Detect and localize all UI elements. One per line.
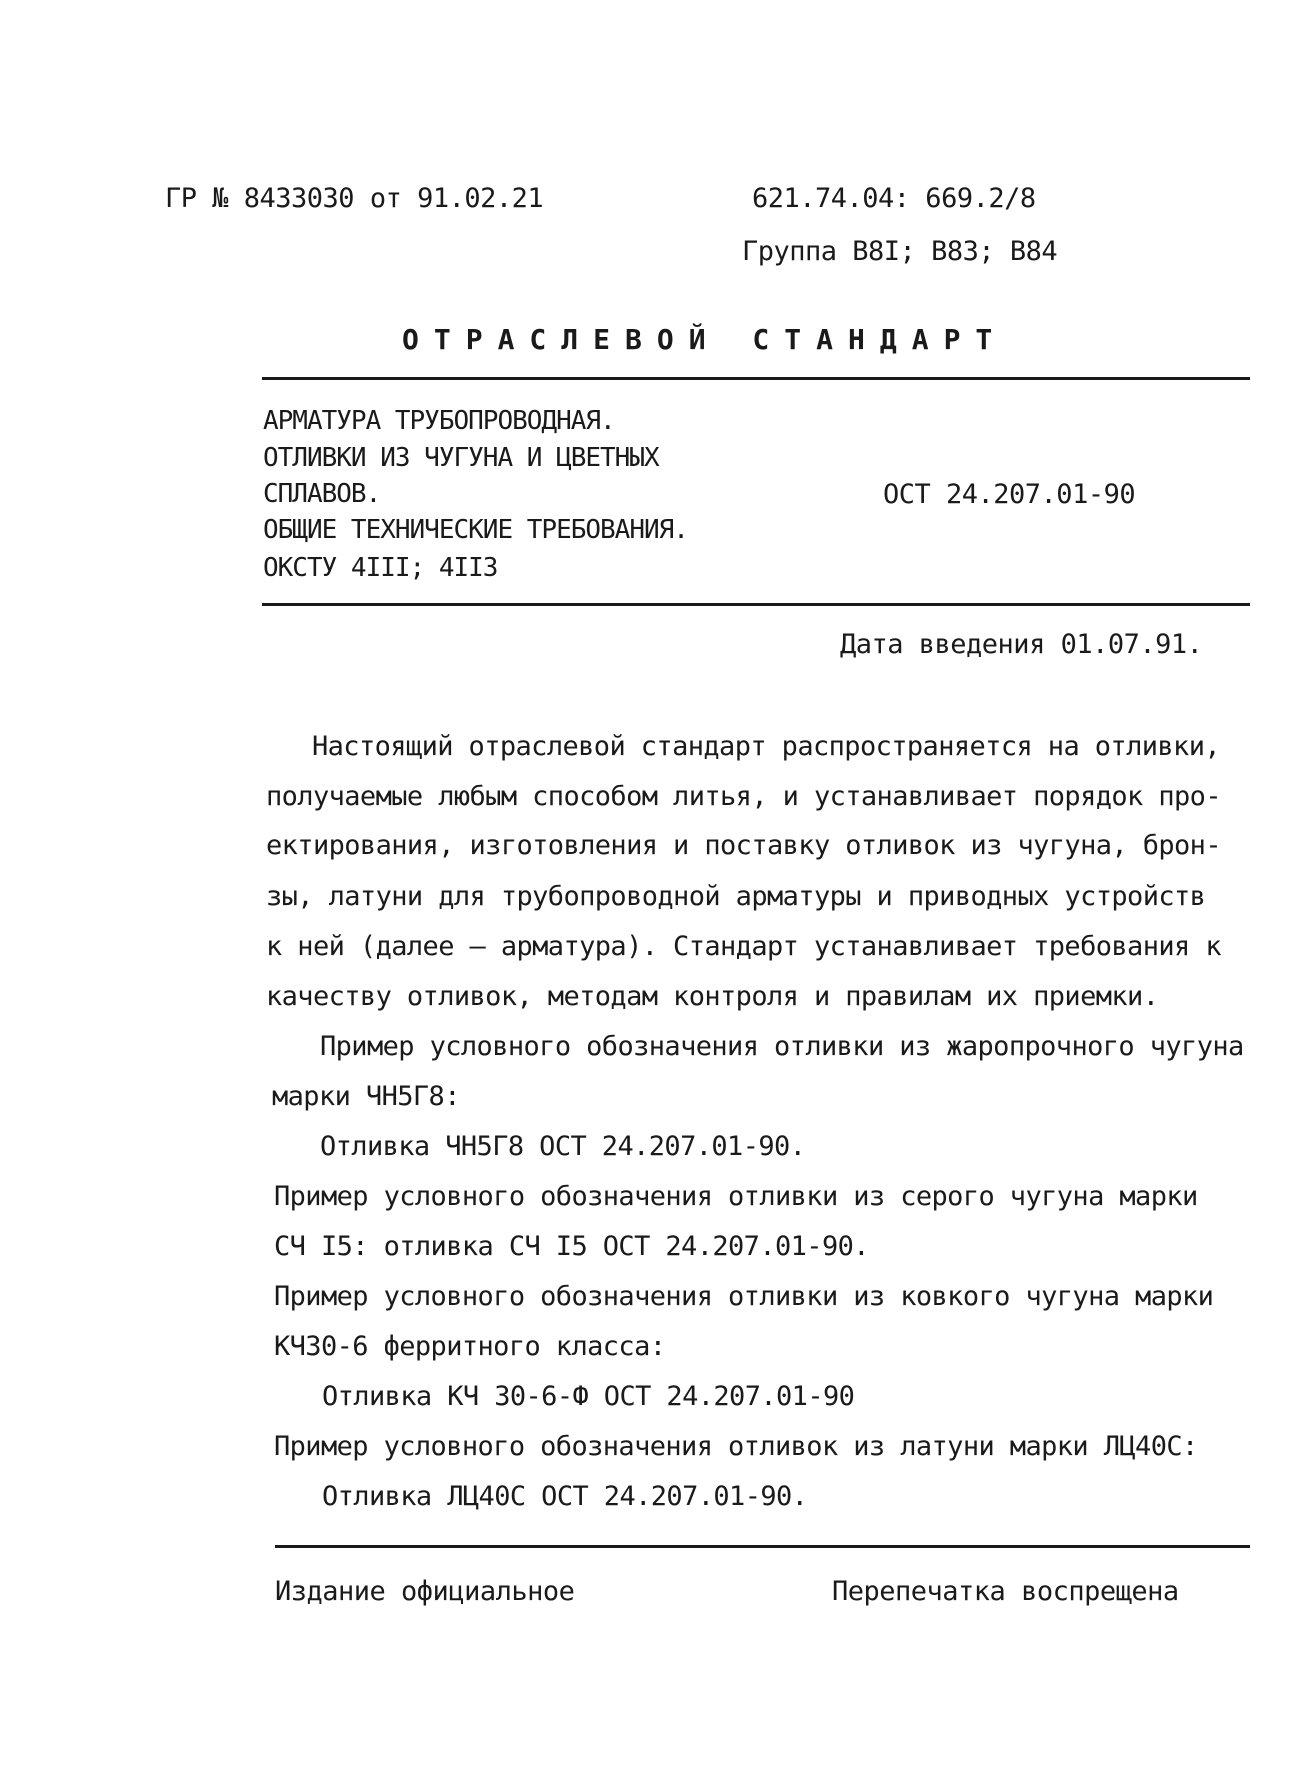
- body-line: получаемые любым способом литья, и устанавливает порядок про-: [266, 781, 1221, 812]
- group-code: Группа В8I; В83; В84: [742, 236, 1058, 267]
- subject-line-2: ОТЛИВКИ ИЗ ЧУГУНА И ЦВЕТНЫХ: [263, 443, 659, 473]
- body-line: Пример условного обозначения отливки из жаропрочного чугуна: [320, 1031, 1244, 1062]
- registration-number: ГР № 8433030 от 91.02.21: [165, 183, 544, 214]
- body-line: Отливка ЛЦ40С ОСТ 24.207.01-90.: [322, 1481, 808, 1512]
- subject-line-4: ОБЩИЕ ТЕХНИЧЕСКИЕ ТРЕБОВАНИЯ.: [263, 515, 688, 545]
- body-line: Пример условного обозначения отливки из серого чугуна марки: [274, 1181, 1198, 1212]
- body-line: Пример условного обозначения отливок из латуни марки ЛЦ40С:: [274, 1431, 1198, 1462]
- introduction-date: Дата введения 01.07.91.: [840, 629, 1203, 660]
- document-title: ОТРАСЛЕВОЙ СТАНДАРТ: [402, 323, 1008, 356]
- body-line: Настоящий отраслевой стандарт распространяется на отливки,: [312, 731, 1221, 762]
- body-line: ектирования, изготовления и поставку отливок из чугуна, брон-: [266, 830, 1221, 861]
- udc-code: 621.74.04: 669.2/8: [752, 183, 1036, 214]
- body-line: марки ЧН5Г8:: [272, 1081, 460, 1112]
- body-line: Отливка КЧ 30-6-Ф ОСТ 24.207.01-90: [322, 1381, 855, 1412]
- subject-line-5: ОКСТУ 4III; 4II3: [263, 553, 498, 583]
- body-line: Пример условного обозначения отливки из ковкого чугуна марки: [274, 1281, 1214, 1312]
- body-line: качеству отливок, методам контроля и правилам их приемки.: [266, 981, 1159, 1012]
- body-line: зы, латуни для трубопроводной арматуры и приводных устройств: [266, 881, 1206, 912]
- top-rule: [262, 377, 1250, 380]
- body-line: КЧ30-6 ферритного класса:: [274, 1331, 666, 1362]
- reprint-prohibited-note: Перепечатка воспрещена: [832, 1576, 1179, 1607]
- body-line: к ней (далее – арматура). Стандарт устанавливает требования к: [266, 931, 1221, 962]
- body-line: Отливка ЧН5Г8 ОСТ 24.207.01-90.: [320, 1131, 806, 1162]
- standard-designation: ОСТ 24.207.01-90: [883, 479, 1136, 510]
- bottom-rule: [275, 1545, 1250, 1548]
- subject-line-1: АРМАТУРА ТРУБОПРОВОДНАЯ.: [263, 406, 615, 436]
- body-line: СЧ I5: отливка СЧ I5 ОСТ 24.207.01-90.: [274, 1231, 869, 1262]
- middle-rule: [262, 603, 1250, 606]
- subject-line-3: СПЛАВОВ.: [263, 479, 381, 509]
- official-edition-note: Издание официальное: [275, 1576, 575, 1607]
